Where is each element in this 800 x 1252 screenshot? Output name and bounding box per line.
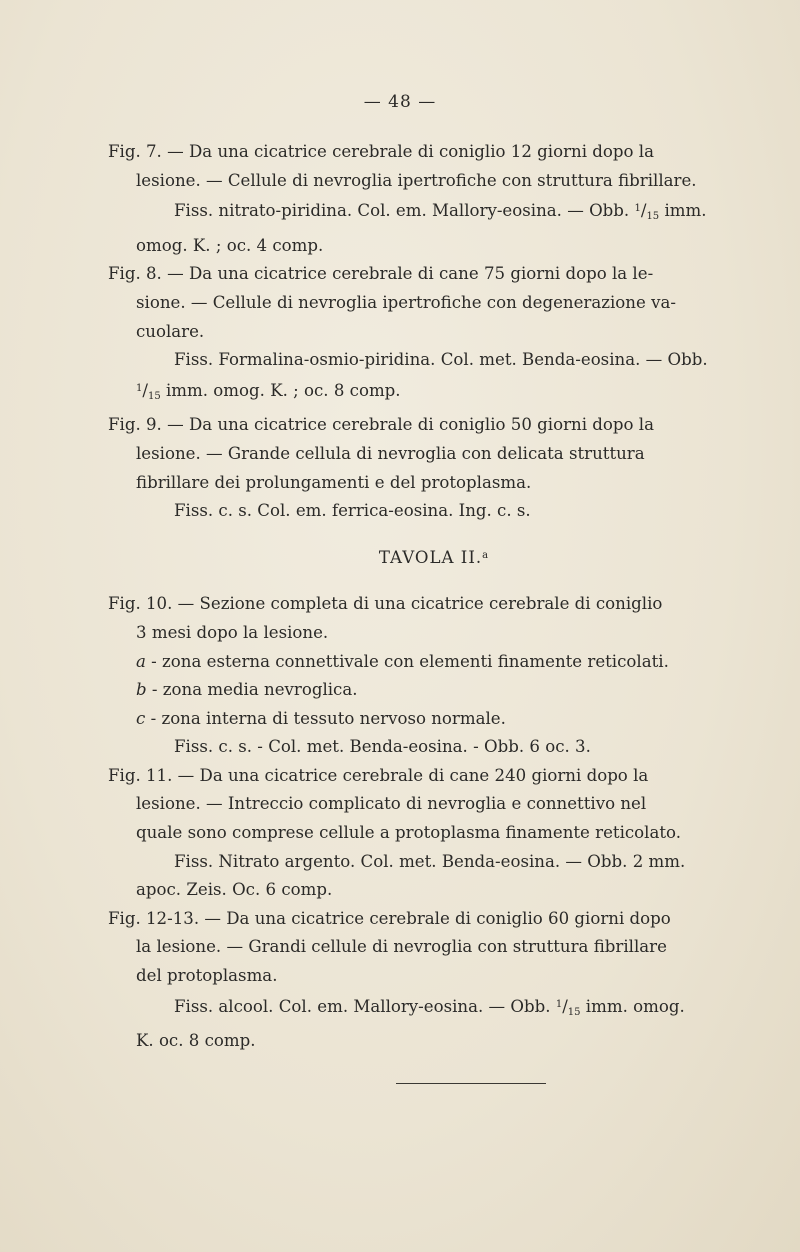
caption-line: fibrillare dei prolungamenti e del protoplasma. — [136, 472, 532, 492]
caption-line: lesione. — Grande cellula di nevroglia con delicata struttura — [136, 443, 645, 463]
caption-fig-10 — [108, 590, 750, 762]
caption-line: Fig. 8. — Da una cicatrice cerebrale di cane 75 giorni dopo la le- — [108, 264, 654, 284]
fixation-line: Fiss. c. s. Col. em. ferrica-eosina. Ing. c. s. — [174, 501, 531, 521]
fixation-line: Fiss. Formalina-osmio-piridina. Col. met. Benda-eosina. — Obb. — [174, 350, 708, 370]
page-number: — 48 — — [363, 92, 437, 112]
caption-line: Fig. 7. — Da una cicatrice cerebrale di coniglio 12 giorni dopo la — [108, 142, 654, 161]
section-title: TAVOLA II.$^a$ — [378, 547, 490, 567]
zone-line: b - zona media nevroglica. — [136, 680, 358, 700]
caption-fig-7 — [108, 138, 750, 260]
figure-captions — [108, 138, 750, 1056]
fixation-line: Fiss. Nitrato argento. Col. met. Benda-eosina. — Obb. 2 mm. — [174, 851, 686, 871]
zone-line: a - zona esterna connettivale con elementi finamente reticolati. — [136, 651, 669, 671]
fixation-line: Fiss. alcool. Col. em. Mallory-eosina. — Obb. $^1/_{15}$ imm. omog. — [174, 996, 685, 1018]
caption-line: apoc. Zeis. Oc. 6 comp. — [136, 880, 333, 900]
caption-fig-12-13 — [108, 905, 750, 1056]
end-rule — [396, 1083, 546, 1084]
caption-line: 3 mesi dopo la lesione. — [136, 622, 329, 642]
caption-fig-8 — [108, 260, 750, 411]
fixation-line: Fiss. c. s. - Col. met. Benda-eosina. - Obb. 6 oc. 3. — [174, 737, 591, 757]
caption-line: la lesione. — Grandi cellule di nevroglia con struttura fibrillare — [136, 937, 667, 957]
caption-line: K. oc. 8 comp. — [136, 1031, 256, 1051]
caption-line: Fig. 10. — Sezione completa di una cicatrice cerebrale di coniglio — [108, 594, 663, 614]
caption-line: Fig. 9. — Da una cicatrice cerebrale di coniglio 50 giorni dopo la — [108, 415, 654, 435]
caption-fig-9 — [108, 411, 750, 525]
caption-line: lesione. — Intreccio complicato di nevroglia e connettivo nel — [136, 794, 647, 814]
fixation-line: Fiss. nitrato-piridina. Col. em. Mallory-eosina. — Obb. $^1/_{15}$ imm. — [174, 201, 707, 223]
caption-line: quale sono comprese cellule a protoplasma finamente reticolato. — [136, 823, 682, 843]
zone-line: c - zona interna di tessuto nervoso normale. — [136, 708, 506, 728]
caption-line: Fig. 12-13. — Da una cicatrice cerebrale di coniglio 60 giorni dopo — [108, 908, 671, 928]
caption-line: Fig. 11. — Da una cicatrice cerebrale di cane 240 giorni dopo la — [108, 765, 649, 785]
caption-line: lesione. — Cellule di nevroglia ipertrofiche con struttura fibrillare. — [136, 170, 697, 190]
caption-line: cuolare. — [136, 321, 205, 341]
caption-line: del protoplasma. — [136, 966, 278, 986]
caption-line: omog. K. ; oc. 4 comp. — [136, 235, 324, 255]
caption-fig-11 — [108, 762, 750, 905]
caption-line: sione. — Cellule di nevroglia ipertrofiche con degenerazione va- — [136, 292, 676, 312]
caption-line: $^1/_{15}$ imm. omog. K. ; oc. 8 comp. — [136, 380, 401, 402]
